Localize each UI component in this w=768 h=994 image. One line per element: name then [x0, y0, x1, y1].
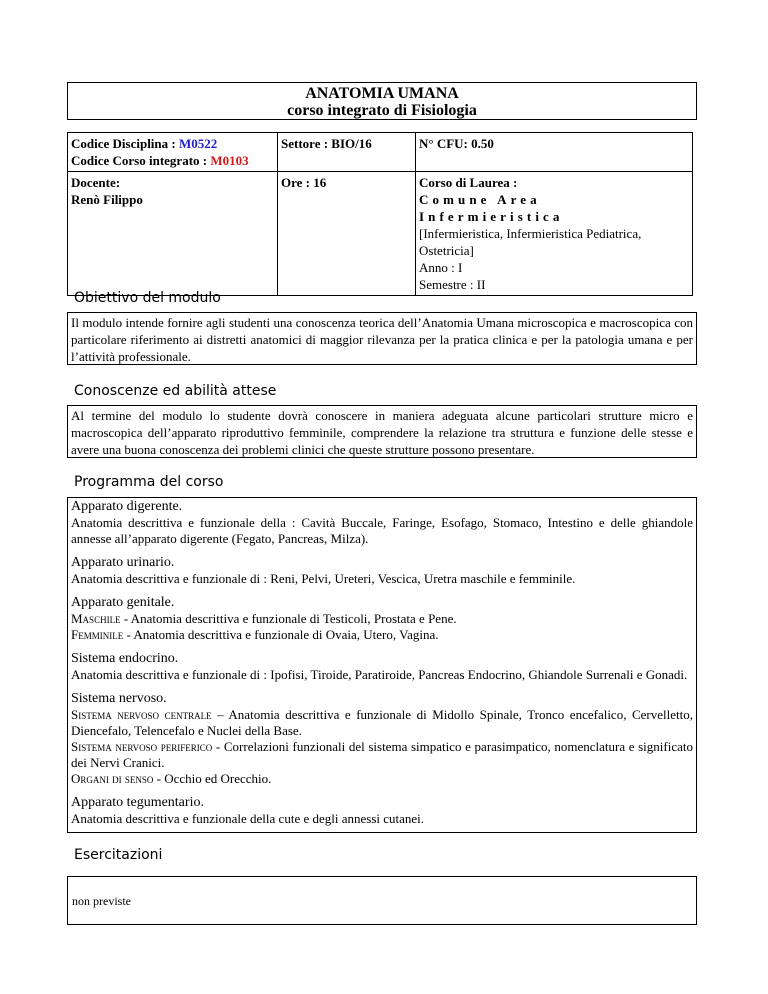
urinario-title: Apparato urinario. — [71, 555, 175, 570]
cfu-cell: N° CFU: 0.50 — [416, 133, 693, 172]
tegumentario-text: Anatomia descrittiva e funzionale della cute e degli annessi cutanei. — [71, 811, 425, 826]
endocrino-title: Sistema endocrino. — [71, 651, 179, 666]
esercitazioni-text: non previste — [72, 894, 131, 908]
endocrino-block — [71, 651, 693, 683]
corso-laurea-name: Comune Area Infermieristica — [419, 192, 564, 224]
docente-label: Docente: — [71, 175, 121, 190]
programma-heading: Programma del corso — [74, 474, 224, 490]
digerente-title: Apparato digerente. — [71, 499, 183, 514]
course-subtitle: corso integrato di Fisiologia — [287, 102, 477, 119]
snp-text: - Correlazioni funzionali del sistema simpatico e parasimpatico, nomenclatura e significato dei Nervi Cranici. — [71, 739, 693, 770]
esercitazioni-heading: Esercitazioni — [74, 847, 163, 863]
digerente-block — [71, 499, 693, 547]
codice-disciplina-value: M0522 — [178, 136, 218, 151]
docente-cell — [68, 172, 278, 296]
semestre: Semestre : II — [419, 277, 486, 292]
codice-disciplina-label: Codice Disciplina : — [71, 136, 179, 151]
tegumentario-title: Apparato tegumentario. — [71, 795, 204, 810]
organi-text: - Occhio ed Orecchio. — [153, 771, 272, 786]
genitale-title: Apparato genitale. — [71, 595, 175, 610]
maschile-text: - Anatomia descrittiva e funzionale di Testicoli, Prostata e Pene. — [120, 611, 457, 626]
urinario-block — [71, 555, 693, 587]
corso-laurea-label: Corso di Laurea : — [419, 175, 518, 190]
snp-label: Sistema nervoso periferico — [71, 739, 213, 754]
esercitazioni-box — [67, 876, 697, 925]
snc-label: Sistema nervoso centrale — [71, 707, 212, 722]
anno: Anno : I — [419, 260, 463, 275]
nervoso-block — [71, 691, 693, 787]
programma-box — [67, 497, 697, 833]
title-box — [67, 82, 697, 120]
femminile-label: Femminile — [71, 627, 124, 642]
corso-laurea-list: [Infermieristica, Infermieristica Pediatrica, Ostetricia] — [419, 226, 642, 258]
urinario-text: Anatomia descrittiva e funzionale di : Reni, Pelvi, Ureteri, Vescica, Uretra maschile e femminile. — [71, 571, 576, 586]
docente-name: Renò Filippo — [71, 192, 143, 207]
course-info-table — [67, 132, 693, 296]
conoscenze-text: Al termine del modulo lo studente dovrà conoscere in maniera adeguata alcune particolari strutture micro e macroscopica dell’apparato riproduttivo femminile, comprendere la relazione tra struttura e funzione delle stesse e avere una buona conoscenza dei problemi clinici che queste strutture possono presentare. — [71, 408, 693, 457]
tegumentario-block — [71, 795, 693, 827]
nervoso-title: Sistema nervoso. — [71, 691, 167, 706]
corso-laurea-cell — [416, 172, 693, 296]
femminile-text: - Anatomia descrittiva e funzionale di Ovaia, Utero, Vagina. — [123, 627, 439, 642]
obiettivo-text: Il modulo intende fornire agli studenti una conoscenza teorica dell’Anatomia Umana microscopica e macroscopica con particolare riferimento ai distretti anatomici di maggior rilevanza per la pratica clinica e per la patologia umana e per l’attività professionale. — [71, 315, 693, 364]
snc-text: – Anatomia descrittiva e funzionale di Midollo Spinale, Tronco encefalico, Cervelletto, Diencefalo, Telencefalo e Nuclei della Base. — [71, 707, 693, 738]
maschile-label: Maschile — [71, 611, 121, 626]
ore-cell: Ore : 16 — [278, 172, 416, 296]
organi-label: Organi di senso — [71, 771, 154, 786]
conoscenze-box — [67, 405, 697, 458]
codes-cell — [68, 133, 278, 172]
codice-corso-label: Codice Corso integrato : — [71, 153, 211, 168]
course-title: ANATOMIA UMANA — [305, 85, 459, 102]
digerente-text: Anatomia descrittiva e funzionale della : Cavità Buccale, Faringe, Esofago, Stomaco, Intestino e delle ghiandole annesse all’apparato digerente (Fegato, Pancreas, Milza). — [71, 515, 693, 546]
obiettivo-box — [67, 312, 697, 365]
conoscenze-heading: Conoscenze ed abilità attese — [74, 383, 277, 399]
obiettivo-heading: Obiettivo del modulo — [74, 290, 221, 306]
settore-cell: Settore : BIO/16 — [278, 133, 416, 172]
endocrino-text: Anatomia descrittiva e funzionale di : Ipofisi, Tiroide, Paratiroide, Pancreas Endocrino, Ghiandole Surrenali e Gonadi. — [71, 667, 688, 682]
genitale-block — [71, 595, 693, 643]
codice-corso-value: M0103 — [210, 153, 249, 168]
